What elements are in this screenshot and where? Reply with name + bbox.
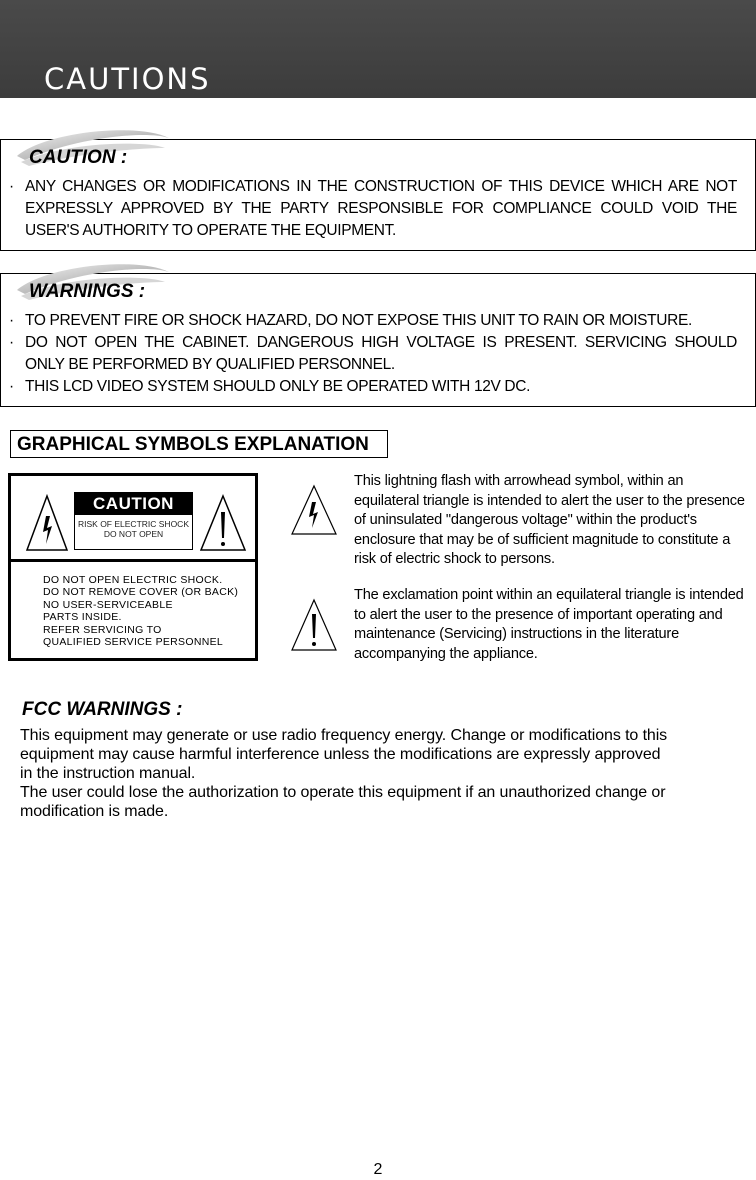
warnings-item: · TO PREVENT FIRE OR SHOCK HAZARD, DO NOT EXPOSE THIS UNIT TO RAIN OR MOISTURE. — [9, 312, 692, 329]
fcc-title: FCC WARNINGS : — [22, 699, 183, 720]
warnings-item: · THIS LCD VIDEO SYSTEM SHOULD ONLY BE OPERATED WITH 12V DC. — [9, 378, 531, 395]
caution-label — [8, 473, 258, 661]
caution-band-subtext: RISK OF ELECTRIC SHOCK DO NOT OPEN — [78, 519, 189, 539]
page-number: 2 — [373, 1161, 383, 1178]
fcc-text: This equipment may generate or use radio frequency energy. Change or modifications to this equipment may cause harmful interference unless the modifications are expressly approved in the instruction manual. The user could lose the authorization to operate this equipment if an unauthorized change or modification is made. — [20, 727, 668, 820]
lightning-triangle-icon — [290, 484, 338, 536]
caution-band-heading: CAUTION — [75, 493, 192, 515]
symbols-title: GRAPHICAL SYMBOLS EXPLANATION — [10, 430, 388, 458]
warnings-title: WARNINGS : — [29, 281, 146, 302]
warnings-list — [9, 310, 737, 398]
label-text: DO NOT OPEN ELECTRIC SHOCK. DO NOT REMOVE COVER (OR BACK) NO USER-SERVICEABLE PARTS INSIDE. REFER SERVICING TO QUALIFIED SERVICE PERSONNEL — [43, 574, 239, 649]
warnings-item: · DO NOT OPEN THE CABINET. DANGEROUS HIGH VOLTAGE IS PRESENT. SERVICING SHOULD ONLY BE PERFORMED BY QUALIFIED PERSONNEL. — [9, 334, 737, 373]
caution-band — [74, 492, 193, 550]
exclamation-triangle-icon — [290, 598, 338, 652]
caution-title: CAUTION : — [29, 147, 128, 168]
caution-list — [9, 176, 737, 242]
warnings-box — [0, 273, 756, 407]
exclamation-triangle-icon — [199, 494, 247, 552]
label-divider — [11, 559, 255, 562]
lightning-description: This lightning flash with arrowhead symbol, within an equilateral triangle is intended to alert the user to the presence of uninsulated "dangerous voltage" within the product's enclosure that may be of sufficient magnitude to constitute a risk of electric shock to persons. — [354, 473, 745, 567]
lightning-triangle-icon — [25, 494, 69, 552]
page-title: CAUTIONS — [44, 62, 211, 96]
exclamation-description: The exclamation point within an equilateral triangle is intended to alert the user to the presence of important operating and maintenance (Servicing) instructions in the literature accompanying the appliance. — [354, 587, 744, 662]
page-header — [0, 0, 756, 98]
caution-box — [0, 139, 756, 251]
caution-item: · ANY CHANGES OR MODIFICATIONS IN THE CONSTRUCTION OF THIS DEVICE WHICH ARE NOT EXPRESSLY APPROVED BY THE PARTY RESPONSIBLE FOR COMPLIANCE COULD VOID THE USER'S AUTHORITY TO OPERATE THE EQUIPMENT. — [9, 178, 737, 239]
